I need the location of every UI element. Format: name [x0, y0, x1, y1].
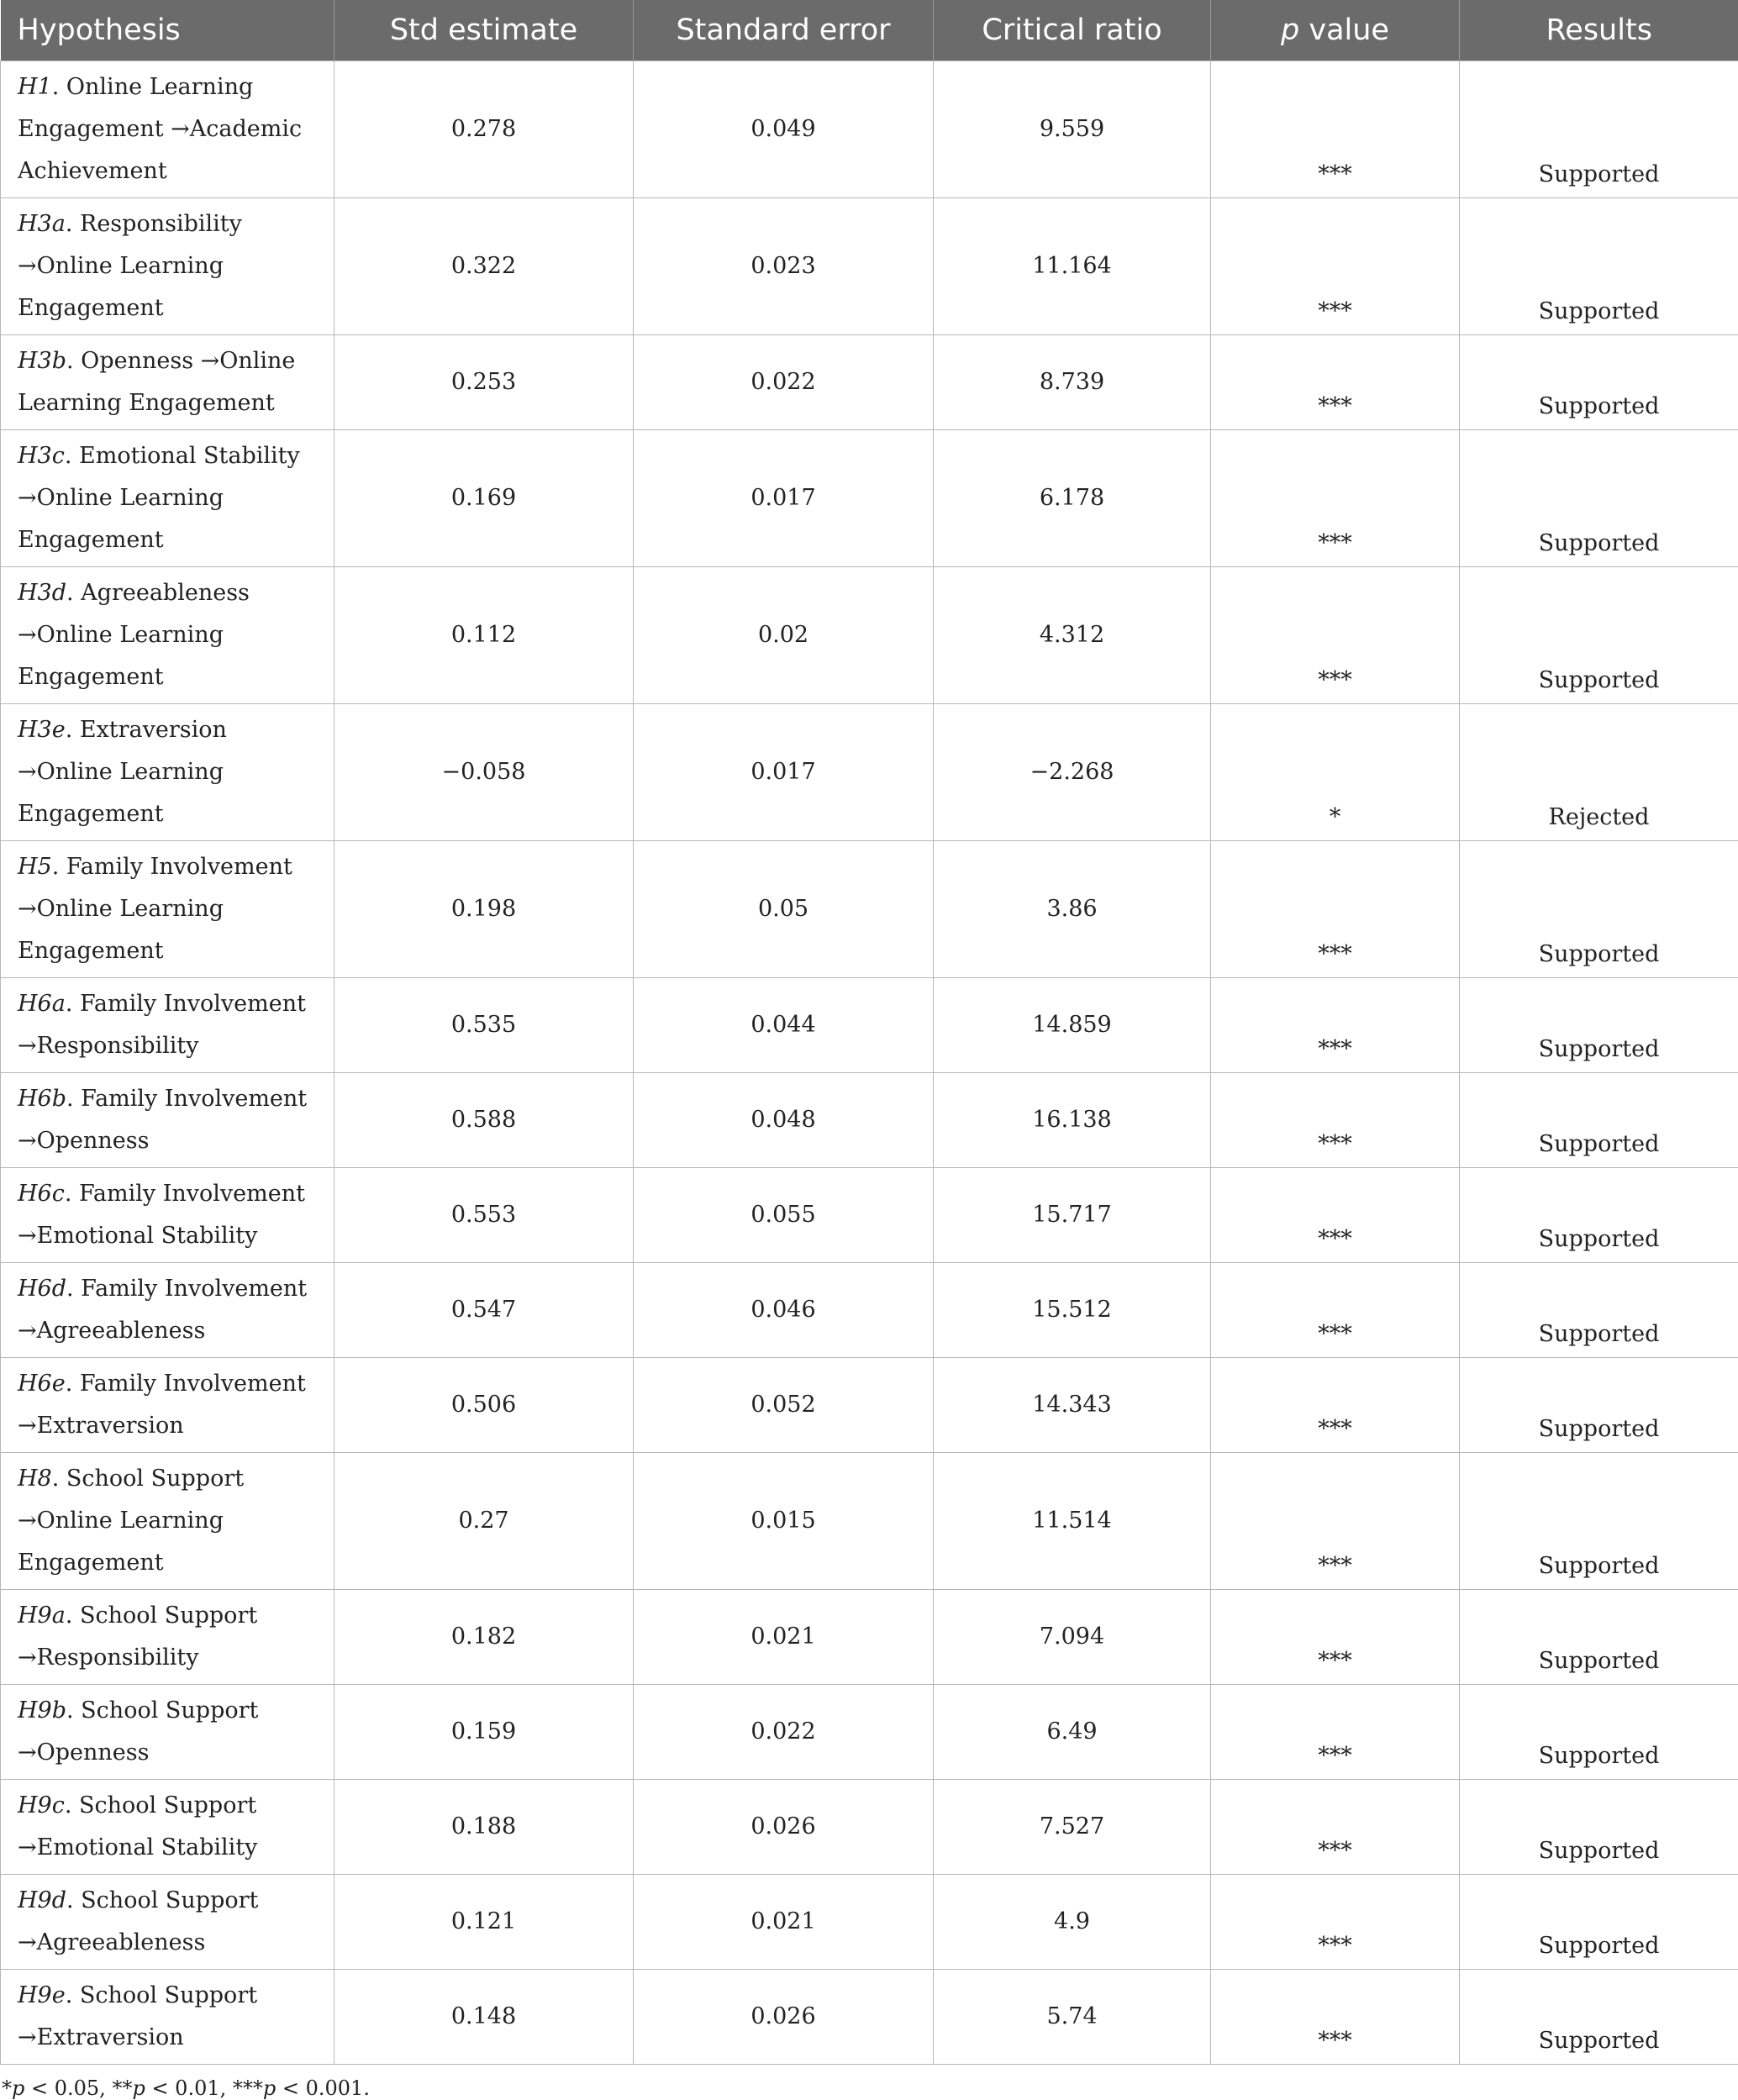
critical-ratio-cell: 4.312 — [934, 566, 1211, 703]
standard-error-cell: 0.055 — [634, 1167, 934, 1262]
standard-error-cell: 0.048 — [634, 1072, 934, 1167]
p-value-cell: *** — [1211, 1684, 1460, 1779]
critical-ratio-cell: 15.512 — [934, 1262, 1211, 1357]
std-estimate-cell: 0.159 — [334, 1684, 634, 1779]
critical-ratio-cell: 8.739 — [934, 334, 1211, 429]
result-cell: Supported — [1460, 1589, 1738, 1684]
hypothesis-text: . Family Involvement →Openness — [18, 1086, 307, 1154]
result-cell: Rejected — [1460, 703, 1738, 840]
p-value-cell: *** — [1211, 1874, 1460, 1969]
footnote-threshold-3: < 0.001. — [276, 2076, 370, 2100]
hypothesis-cell — [1, 1262, 334, 1357]
p-value-cell: * — [1211, 703, 1460, 840]
hypothesis-cell — [1, 1874, 334, 1969]
critical-ratio-cell: 5.74 — [934, 1969, 1211, 2064]
std-estimate-cell: 0.182 — [334, 1589, 634, 1684]
hypothesis-text: . School Support →Emotional Stability — [18, 1792, 257, 1861]
hypothesis-cell — [1, 977, 334, 1072]
critical-ratio-cell: 11.164 — [934, 197, 1211, 334]
standard-error-cell: 0.044 — [634, 977, 934, 1072]
critical-ratio-cell: −2.268 — [934, 703, 1211, 840]
significance-footnote — [0, 2065, 1738, 2100]
critical-ratio-cell: 6.178 — [934, 429, 1211, 566]
hypothesis-id: H6b — [18, 1086, 66, 1112]
result-cell: Supported — [1460, 429, 1738, 566]
std-estimate-cell: 0.278 — [334, 61, 634, 197]
footnote-p-1: p — [12, 2076, 24, 2100]
hypothesis-text: . Family Involvement →Agreeableness — [18, 1276, 307, 1344]
std-estimate-cell: 0.188 — [334, 1779, 634, 1874]
result-cell: Supported — [1460, 1167, 1738, 1262]
hypothesis-cell — [1, 1779, 334, 1874]
header-p-value-word: value — [1299, 13, 1389, 47]
footnote-p-2: p — [132, 2076, 145, 2100]
std-estimate-cell: 0.535 — [334, 977, 634, 1072]
hypothesis-text: . Extraversion →Online Learning Engagement — [18, 717, 227, 827]
hypothesis-id: H9c — [18, 1792, 65, 1818]
hypothesis-text: . School Support →Openness — [18, 1697, 258, 1766]
p-value-cell: *** — [1211, 840, 1460, 977]
hypothesis-id: H6a — [18, 991, 66, 1017]
std-estimate-cell: 0.253 — [334, 334, 634, 429]
p-value-cell: *** — [1211, 1072, 1460, 1167]
critical-ratio-cell: 14.343 — [934, 1357, 1211, 1452]
standard-error-cell: 0.015 — [634, 1452, 934, 1589]
p-value-cell: *** — [1211, 197, 1460, 334]
header-p-letter: p — [1281, 13, 1299, 47]
critical-ratio-cell: 14.859 — [934, 977, 1211, 1072]
hypothesis-cell — [1, 703, 334, 840]
hypothesis-text: . Responsibility →Online Learning Engagement — [18, 211, 242, 321]
hypothesis-cell — [1, 1357, 334, 1452]
critical-ratio-cell: 4.9 — [934, 1874, 1211, 1969]
critical-ratio-cell: 15.717 — [934, 1167, 1211, 1262]
hypothesis-text: . Emotional Stability →Online Learning Engagement — [18, 443, 300, 553]
hypothesis-id: H3a — [18, 211, 66, 237]
footnote-p-3: p — [263, 2076, 276, 2100]
hypothesis-cell — [1, 840, 334, 977]
result-cell: Supported — [1460, 1452, 1738, 1589]
result-cell: Supported — [1460, 197, 1738, 334]
result-cell: Supported — [1460, 1357, 1738, 1452]
std-estimate-cell: 0.148 — [334, 1969, 634, 2064]
hypothesis-id: H6c — [18, 1181, 65, 1207]
p-value-cell: *** — [1211, 1452, 1460, 1589]
table-row — [1, 1262, 1738, 1357]
p-value-cell: *** — [1211, 977, 1460, 1072]
hypothesis-text: . School Support →Online Learning Engagement — [18, 1466, 244, 1576]
hypothesis-text: . Family Involvement →Extraversion — [18, 1371, 306, 1439]
table-row — [1, 429, 1738, 566]
hypothesis-id: H3d — [18, 580, 66, 606]
result-cell: Supported — [1460, 334, 1738, 429]
table-row — [1, 1452, 1738, 1589]
table-row — [1, 1874, 1738, 1969]
header-hypothesis: Hypothesis — [1, 0, 334, 61]
standard-error-cell: 0.021 — [634, 1589, 934, 1684]
std-estimate-cell: 0.506 — [334, 1357, 634, 1452]
result-cell: Supported — [1460, 1262, 1738, 1357]
std-estimate-cell: −0.058 — [334, 703, 634, 840]
critical-ratio-cell: 7.094 — [934, 1589, 1211, 1684]
standard-error-cell: 0.021 — [634, 1874, 934, 1969]
table-row — [1, 1072, 1738, 1167]
hypothesis-cell — [1, 566, 334, 703]
standard-error-cell: 0.023 — [634, 197, 934, 334]
footnote-stars-1: * — [2, 2076, 12, 2100]
std-estimate-cell: 0.121 — [334, 1874, 634, 1969]
hypothesis-cell — [1, 429, 334, 566]
std-estimate-cell: 0.322 — [334, 197, 634, 334]
critical-ratio-cell: 6.49 — [934, 1684, 1211, 1779]
result-cell: Supported — [1460, 61, 1738, 197]
hypothesis-id: H3b — [18, 348, 66, 374]
p-value-cell: *** — [1211, 1779, 1460, 1874]
footnote-threshold-2: < 0.01, — [145, 2076, 233, 2100]
critical-ratio-cell: 16.138 — [934, 1072, 1211, 1167]
hypothesis-cell — [1, 334, 334, 429]
hypothesis-text: . Agreeableness →Online Learning Engagement — [18, 580, 250, 690]
critical-ratio-cell: 7.527 — [934, 1779, 1211, 1874]
table-row — [1, 1779, 1738, 1874]
hypothesis-text: . Online Learning Engagement →Academic Achievement — [18, 74, 302, 184]
hypothesis-text: . Family Involvement →Emotional Stability — [18, 1181, 305, 1249]
table-row — [1, 197, 1738, 334]
table-row — [1, 566, 1738, 703]
result-cell: Supported — [1460, 1684, 1738, 1779]
result-cell: Supported — [1460, 1969, 1738, 2064]
table-row — [1, 1684, 1738, 1779]
hypothesis-id: H9b — [18, 1697, 66, 1724]
std-estimate-cell: 0.27 — [334, 1452, 634, 1589]
footnote-stars-2: ** — [112, 2076, 132, 2100]
hypothesis-text: . School Support →Extraversion — [18, 1982, 257, 2050]
table-body — [1, 61, 1738, 2064]
standard-error-cell: 0.026 — [634, 1779, 934, 1874]
hypothesis-text: . Openness →Online Learning Engagement — [18, 348, 295, 416]
hypothesis-cell — [1, 1072, 334, 1167]
result-cell: Supported — [1460, 1072, 1738, 1167]
hypothesis-text: . Family Involvement →Responsibility — [18, 991, 306, 1059]
p-value-cell: *** — [1211, 334, 1460, 429]
hypothesis-cell — [1, 197, 334, 334]
standard-error-cell: 0.017 — [634, 429, 934, 566]
table-row — [1, 703, 1738, 840]
hypothesis-id: H9a — [18, 1603, 66, 1629]
hypothesis-text: . School Support →Responsibility — [18, 1603, 257, 1671]
table-row — [1, 977, 1738, 1072]
standard-error-cell: 0.026 — [634, 1969, 934, 2064]
table-row — [1, 1969, 1738, 2064]
table-row — [1, 1589, 1738, 1684]
footnote-stars-3: *** — [233, 2076, 263, 2100]
standard-error-cell: 0.05 — [634, 840, 934, 977]
p-value-cell: *** — [1211, 1969, 1460, 2064]
hypothesis-id: H9d — [18, 1887, 66, 1913]
result-cell: Supported — [1460, 840, 1738, 977]
std-estimate-cell: 0.547 — [334, 1262, 634, 1357]
standard-error-cell: 0.046 — [634, 1262, 934, 1357]
hypothesis-id: H6e — [18, 1371, 66, 1397]
standard-error-cell: 0.022 — [634, 334, 934, 429]
table-row — [1, 840, 1738, 977]
standard-error-cell: 0.02 — [634, 566, 934, 703]
critical-ratio-cell: 3.86 — [934, 840, 1211, 977]
critical-ratio-cell: 9.559 — [934, 61, 1211, 197]
std-estimate-cell: 0.198 — [334, 840, 634, 977]
result-cell: Supported — [1460, 977, 1738, 1072]
hypothesis-cell — [1, 1684, 334, 1779]
hypothesis-id: H1 — [18, 74, 52, 100]
p-value-cell: *** — [1211, 429, 1460, 566]
table-row — [1, 61, 1738, 197]
hypothesis-id: H8 — [18, 1466, 52, 1492]
critical-ratio-cell: 11.514 — [934, 1452, 1211, 1589]
header-row — [1, 0, 1738, 61]
std-estimate-cell: 0.588 — [334, 1072, 634, 1167]
table-row — [1, 1167, 1738, 1262]
p-value-cell: *** — [1211, 1167, 1460, 1262]
hypothesis-cell — [1, 61, 334, 197]
standard-error-cell: 0.022 — [634, 1684, 934, 1779]
header-p-value — [1211, 0, 1460, 61]
p-value-cell: *** — [1211, 1262, 1460, 1357]
standard-error-cell: 0.017 — [634, 703, 934, 840]
std-estimate-cell: 0.553 — [334, 1167, 634, 1262]
hypothesis-cell — [1, 1167, 334, 1262]
std-estimate-cell: 0.112 — [334, 566, 634, 703]
result-cell: Supported — [1460, 1874, 1738, 1969]
header-standard-error: Standard error — [634, 0, 934, 61]
hypothesis-id: H3c — [18, 443, 65, 469]
p-value-cell: *** — [1211, 1589, 1460, 1684]
header-results: Results — [1460, 0, 1738, 61]
header-std-estimate: Std estimate — [334, 0, 634, 61]
hypothesis-id: H3e — [18, 717, 66, 743]
p-value-cell: *** — [1211, 1357, 1460, 1452]
p-value-cell: *** — [1211, 61, 1460, 197]
result-cell: Supported — [1460, 566, 1738, 703]
hypothesis-cell — [1, 1589, 334, 1684]
footnote-threshold-1: < 0.05, — [24, 2076, 112, 2100]
hypothesis-cell — [1, 1452, 334, 1589]
table-row — [1, 1357, 1738, 1452]
table-header — [1, 0, 1738, 61]
table-row — [1, 334, 1738, 429]
hypothesis-id: H6d — [18, 1276, 66, 1302]
std-estimate-cell: 0.169 — [334, 429, 634, 566]
standard-error-cell: 0.052 — [634, 1357, 934, 1452]
standard-error-cell: 0.049 — [634, 61, 934, 197]
hypothesis-text: . Family Involvement →Online Learning Engagement — [18, 854, 292, 964]
hypothesis-text: . School Support →Agreeableness — [18, 1887, 258, 1955]
result-cell: Supported — [1460, 1779, 1738, 1874]
hypothesis-id: H9e — [18, 1982, 66, 2008]
hypothesis-cell — [1, 1969, 334, 2064]
hypothesis-id: H5 — [18, 854, 52, 880]
p-value-cell: *** — [1211, 566, 1460, 703]
header-critical-ratio: Critical ratio — [934, 0, 1211, 61]
